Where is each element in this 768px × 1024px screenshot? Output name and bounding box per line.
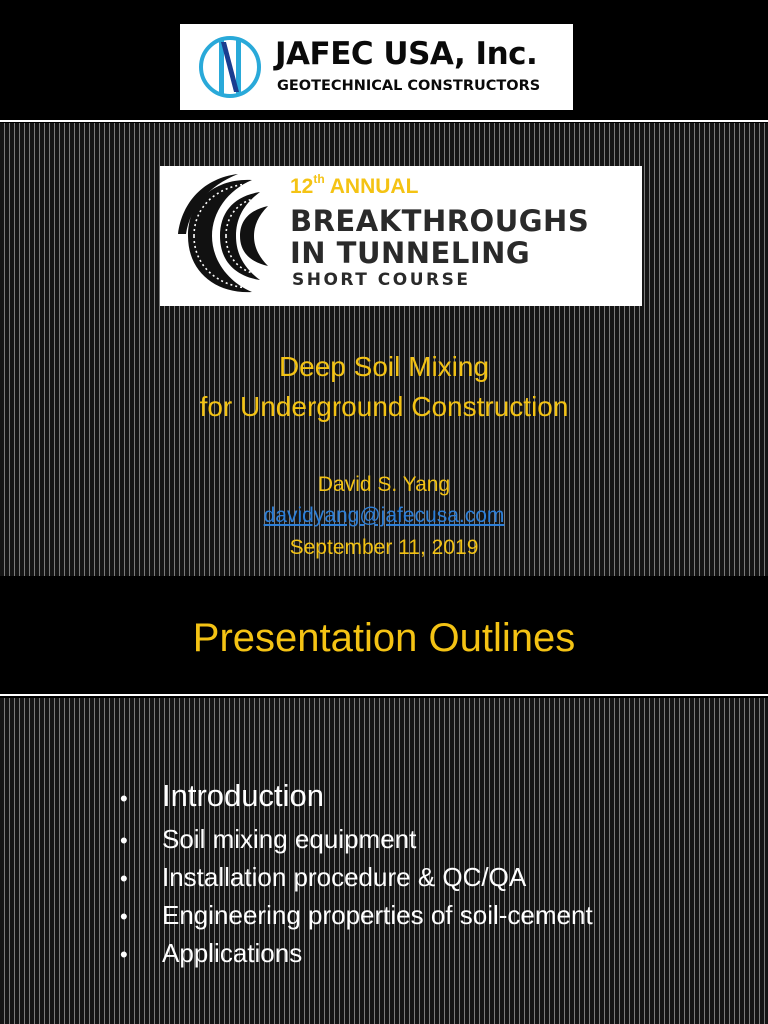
bullet-glyph: • <box>120 904 128 929</box>
header-band <box>0 0 768 122</box>
company-name: JAFEC USA, Inc. <box>275 36 538 72</box>
title-slide <box>0 123 768 576</box>
list-item: • Introduction <box>120 774 593 821</box>
outline-list <box>120 774 593 973</box>
bullet-glyph: • <box>120 866 128 891</box>
jafec-logo <box>180 24 573 110</box>
event-title-line1: BREAKTHROUGHS <box>290 204 590 238</box>
author-email-link[interactable]: davidyang@jafecusa.com <box>263 504 505 527</box>
list-item: • Installation procedure & QC/QA <box>120 859 593 897</box>
event-subtitle: SHORT COURSE <box>292 270 471 290</box>
jafec-logo-icon <box>197 34 263 100</box>
company-tagline: GEOTECHNICAL CONSTRUCTORS <box>277 78 541 94</box>
bullet-glyph: • <box>120 828 128 853</box>
annual-label: 12th ANNUAL <box>290 172 419 198</box>
list-item: • Engineering properties of soil-cement <box>120 897 593 935</box>
presentation-date: September 11, 2019 <box>289 536 479 559</box>
event-title-line2: IN TUNNELING <box>290 236 531 270</box>
section-title-band <box>0 576 768 696</box>
bullet-glyph: • <box>120 942 128 967</box>
list-item: • Applications <box>120 935 593 973</box>
list-item: • Soil mixing equipment <box>120 821 593 859</box>
tunnel-logo-icon <box>168 172 280 300</box>
slide-title-line1: Deep Soil Mixing <box>278 351 490 382</box>
section-title: Presentation Outlines <box>192 616 576 660</box>
outline-slide <box>0 698 768 1024</box>
event-logo <box>160 166 642 306</box>
author-name: David S. Yang <box>317 473 451 496</box>
bullet-glyph: • <box>120 786 128 811</box>
slide-title-line2: for Underground Construction <box>199 391 569 422</box>
